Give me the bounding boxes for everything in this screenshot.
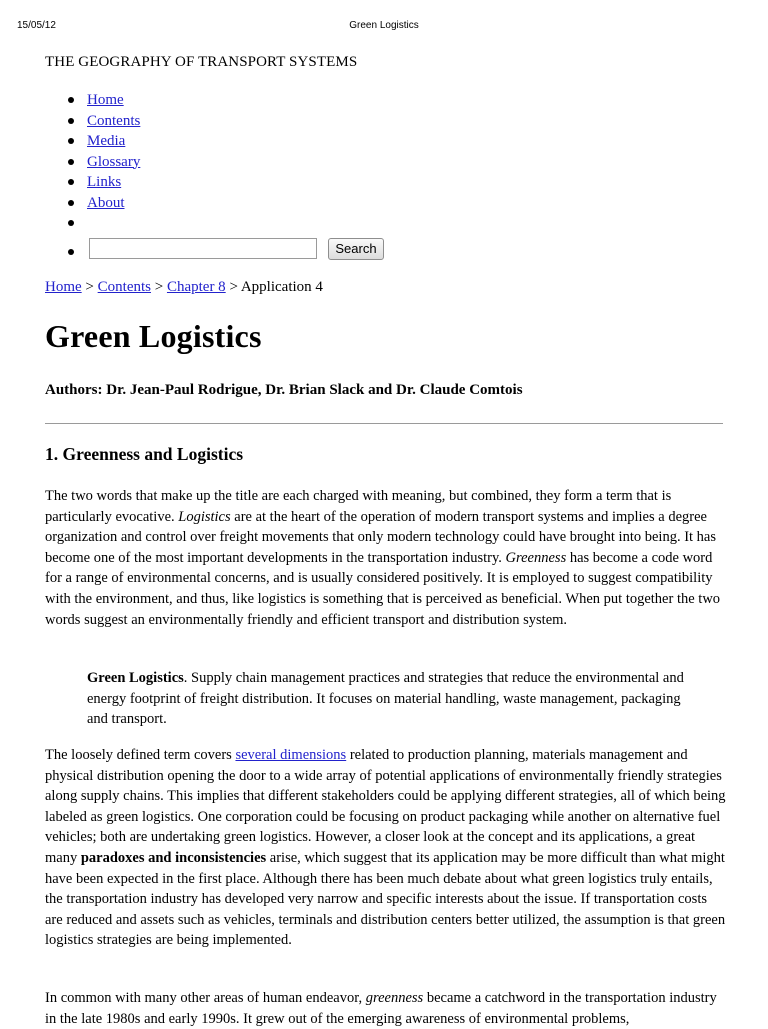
breadcrumb-home[interactable]: Home	[45, 279, 82, 295]
print-page-title: Green Logistics	[349, 20, 419, 31]
main-nav	[45, 90, 377, 266]
paragraph-1	[45, 486, 727, 630]
text: arise, which suggest that its application may be more difficult than what might have been expected in the first place. Although there has been much debate about what green logistics truly entails, the transportation industry has developed very narrow and specific interests about the issue. If transportation costs are reduced and assets such as vehicles, terminals and distribution centers better utilized, the assumption is that green logistics strategies are being implemented.	[45, 849, 726, 949]
print-date: 15/05/12	[17, 20, 56, 31]
nav-item-contents	[87, 111, 140, 132]
nav-item-links	[87, 172, 140, 193]
paragraph-3	[45, 988, 727, 1029]
print-header	[0, 18, 768, 32]
breadcrumb-separator: >	[85, 279, 94, 295]
strong-paradoxes: paradoxes and inconsistencies	[80, 849, 267, 866]
nav-item-search	[87, 238, 377, 266]
text: In common with many other areas of human endeavor,	[45, 990, 366, 1006]
text: related to production planning, materials management and physical distribution opening the door to a wide array of potential applications of environmentally friendly strategies along supply chains. This implies that different stakeholders could be applying different strategies, all of which being labeled as green logistics. One corporation could be focusing on product packaging while another on alternative fuel vehicles; both are undertaking green logistics. However, a closer look at the concept and its applications, a great many	[45, 747, 726, 866]
divider	[45, 423, 723, 424]
definition-term: Green Logistics	[87, 670, 184, 686]
nav-link-home[interactable]: Home	[87, 92, 124, 108]
nav-link-glossary[interactable]: Glossary	[87, 153, 141, 170]
nav-item-empty	[87, 213, 140, 234]
article-authors: Authors: Dr. Jean-Paul Rodrigue, Dr. Brian Slack and Dr. Claude Comtois	[45, 382, 523, 398]
nav-item-glossary	[87, 152, 140, 173]
site-title: THE GEOGRAPHY OF TRANSPORT SYSTEMS	[45, 54, 358, 70]
nav-link-media[interactable]: Media	[87, 133, 126, 149]
text: The loosely defined term covers	[45, 747, 236, 763]
paragraph-2	[45, 745, 727, 951]
text: has become a code word for a range of environmental concerns, and is usually considered positively. It is employed to suggest compatibility with the environment, and thus, like logistics is something that is perceived as beneficial. When put together the two words suggest an environmentally friendly and efficient transport and distribution system.	[45, 549, 721, 628]
nav-item-media	[87, 131, 140, 152]
nav-link-links[interactable]: Links	[87, 174, 122, 190]
emphasis-greenness: greenness	[365, 990, 424, 1006]
nav-item-about	[87, 193, 140, 214]
emphasis-logistics: Logistics	[178, 508, 231, 525]
search-button[interactable]: Search	[328, 238, 384, 260]
breadcrumb-current: Application 4	[240, 279, 323, 295]
nav-link-about[interactable]: About	[87, 194, 125, 211]
nav-item-home	[87, 90, 140, 111]
breadcrumb-chapter[interactable]: Chapter 8	[166, 279, 226, 295]
text: The two words that make up the title are each charged with meaning, but combined, they form a term that is particularly evocative.	[45, 488, 672, 525]
text: became a catchword in the transportation industry in the late 1980s and early 1990s. It grew out of the emerging awareness of environmental problems,	[45, 990, 717, 1027]
nav-link-contents[interactable]: Contents	[87, 112, 141, 129]
text: are at the heart of the operation of modern transport systems and implies a degree organization and control over freight movements that only modern technology could have brought into being. It has become one of the most important developments in the transportation industry.	[45, 508, 717, 566]
breadcrumb-contents[interactable]: Contents	[97, 279, 151, 295]
breadcrumb	[45, 279, 323, 296]
search-input[interactable]	[89, 238, 317, 259]
breadcrumb-separator: >	[154, 279, 164, 295]
definition-block	[87, 668, 687, 730]
emphasis-greenness: Greenness	[505, 549, 567, 566]
section-heading: 1. Greenness and Logistics	[45, 444, 244, 464]
page-title: Green Logistics	[45, 318, 262, 354]
breadcrumb-separator: >	[229, 279, 238, 295]
link-several-dimensions[interactable]: several dimensions	[235, 747, 347, 763]
definition-text: . Supply chain management practices and strategies that reduce the environmental and energy footprint of freight distribution. It focuses on material handling, waste management, packaging and transport.	[87, 670, 684, 728]
